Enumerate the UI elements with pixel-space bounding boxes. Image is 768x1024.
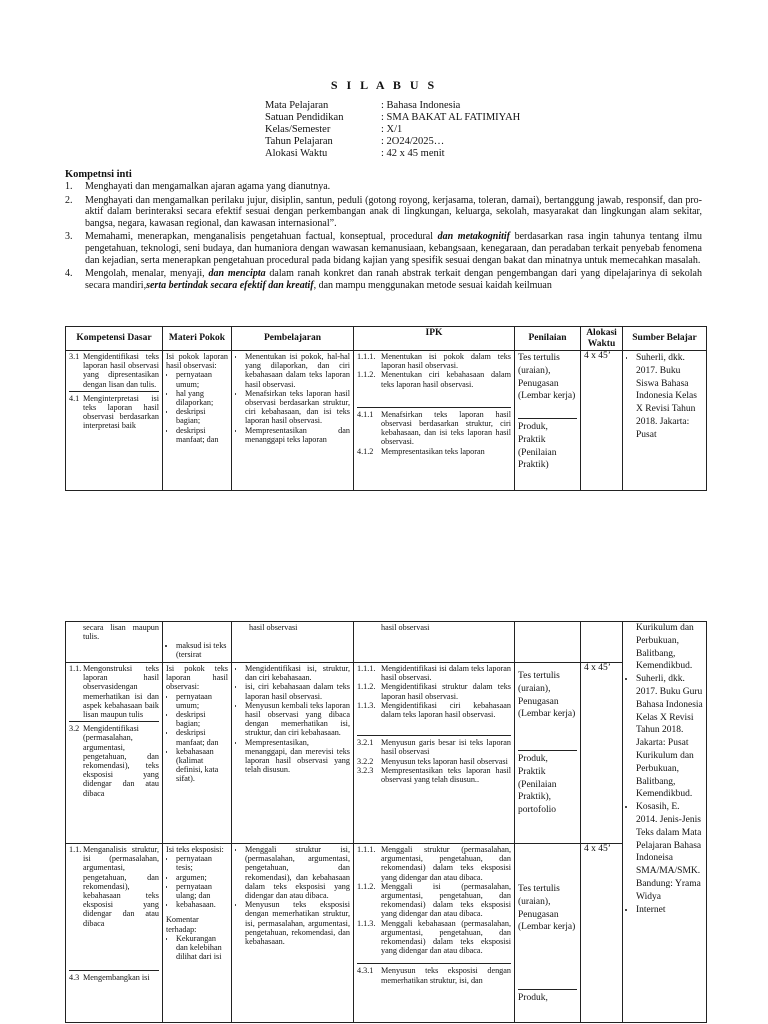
ki-emphasis: serta bertindak secara efektif dan kreatif (146, 279, 314, 291)
ipk-item (357, 757, 511, 766)
info-row (265, 136, 520, 148)
header-kompetensi-dasar: Kompetensi Dasar (66, 327, 163, 351)
header-penilaian: Penilaian (515, 327, 581, 351)
info-block (265, 100, 520, 160)
ipk-text: Menyusun garis besar isi teks laporan hasil observasi (381, 738, 511, 757)
info-value: : 2O24/2025… (381, 136, 445, 147)
kd-text: Mengembangkan isi (83, 972, 150, 982)
info-value: : SMA BAKAT AL FATIMIYAH (381, 112, 521, 123)
ipk-item (357, 738, 511, 756)
ipk-text: Menggali struktur (permasalahan, argumentasi, pengetahuan, dan rekomendasi) dalam teks eksposisi yang didengar dan atau dibaca. (381, 845, 511, 882)
materi-item: • maksud isi teks (tersirat (176, 641, 228, 659)
cell-penilaian (515, 844, 581, 1023)
ipk-number: 1.1.1. (357, 845, 376, 854)
penilaian-text: Produk, Praktik (Penilaian Praktik) (518, 422, 557, 471)
cell-alokasi-waktu: 4 x 45’ (581, 844, 623, 1023)
ki-number: 3. (65, 231, 73, 243)
ipk-text: Menafsirkan teks laporan hasil observasi berdasarkan struktur, ciri kebahasaan, dan isi teks laporan hasil observasi. (381, 409, 511, 447)
ipk-item (357, 410, 511, 447)
sumber-item: • Internet (636, 904, 703, 917)
row-divider (357, 407, 511, 408)
ipk-item (357, 352, 511, 370)
pembelajaran-item: • Menafsirkan teks laporan hasil observasi berdasarkan struktur, ciri kebahasaan, dan isi teks laporan hasil observasi. (245, 389, 350, 426)
row-divider (518, 989, 577, 990)
materi-list (166, 692, 228, 784)
row-divider (69, 970, 159, 971)
cell-alokasi-waktu: 4 x 45’ (581, 663, 623, 844)
kd-item (69, 724, 159, 798)
cell-pembelajaran (232, 663, 354, 844)
info-value: : Bahasa Indonesia (381, 100, 461, 111)
kd-item (69, 845, 159, 928)
pembelajaran-item: • Mempresentasikan, menanggapi, dan merevisi teks laporan hasil observasi yang telah disusun. (245, 738, 350, 775)
sumber-item: • Kosasih, E. 2014. Jenis-Jenis Teks dalam Mata Pelajaran Bahasa Indoneisa SMA/MA/SMK. Bandung: Yrama Widya (636, 801, 703, 903)
header-materi-pokok: Materi Pokok (163, 327, 232, 351)
ipk-text: Mengidentifikasi struktur dalam teks laporan hasil observasi. (381, 682, 511, 701)
materi-intro: Isi pokok teks laporan hasil observasi: (166, 664, 228, 692)
materi-item: • pernyataan tesis; (176, 854, 228, 872)
info-label: Satuan Pendidikan (265, 112, 344, 123)
ipk-number: 1.1.3. (357, 918, 376, 928)
info-value: : 42 x 45 menit (381, 148, 445, 159)
ki-emphasis: dan mencipta (208, 268, 266, 280)
materi-item: • Kekurangan dan kelebihan dilihat dari isi (176, 934, 228, 962)
materi-item: • pernyataan umum; (176, 370, 228, 388)
table-row (66, 622, 707, 663)
cell-penilaian (515, 622, 581, 663)
row-divider (69, 721, 159, 722)
ki-text: Menghayati dan mengamalkan perilaku jujur, disiplin, santun, peduli (gotong royong, kerjasama, toleran, damai), bertanggung jawab, responsif, dan pro-aktif dalam berinteraksi secara efektif sesuai dengan perkembangan anak di lingkungan, keluarga, sekolah, masyarakat dan lingkungan alam sekitar, bangsa, negara, kawasan regional, dan kawasan internasional”. (85, 194, 702, 229)
info-label: Tahun Pelajaran (265, 136, 333, 147)
info-row (265, 148, 520, 160)
pembelajaran-item: • Menentukan isi pokok, hal-hal yang dilaporkan, dan ciri kebahasaan dalam teks laporan hasil observasi. (245, 352, 350, 389)
ki-text-part: Memahami, menerapkan, menganalisis pengetahuan factual, konseptual, procedural (85, 231, 438, 243)
cell-ipk (354, 663, 515, 844)
ki-text-part: , dan mampu menggunakan metode sesuai kaidah keilmuan (313, 279, 552, 291)
ki-text-part: berdasarkan rasa ingin tahunya tentang ilmu pengetahuan, teknologi, seni budaya, dan humaniora dengan wawasan kemanusiaan, kebangsaan, kenegaraan, dan peradaban terkait penyebab fenomena dan kejadian, serta menerapkan pengetahuan procedural pada bidang kajian yang spesifik sesuai dengan bakat dan minatnya untuk memecahkan masalah. (85, 231, 702, 266)
ipk-text: Menyusun teks laporan hasil observasi (381, 756, 508, 766)
materi-item: • deskripsi manfaat; dan (176, 728, 228, 746)
row-divider (518, 750, 577, 751)
info-label: Alokasi Waktu (265, 148, 328, 159)
pembelajaran-item: • Mempresentasikan dan menanggapi teks laporan (245, 426, 350, 444)
ki-text-part: Mengolah, menalar, menyaji, (85, 268, 209, 280)
kd-text: Mengidentifikasi teks laporan hasil observasi yang dipresentasikan dengan lisan dan tulis. (83, 352, 159, 389)
pembelajaran-item: • Menyusun teks eksposisi dengan memerhatikan struktur, isi, permasalahan, argumentasi, pengetahuan, rekomendasi, dan kebahasaan. (245, 900, 350, 946)
ipk-item (357, 966, 511, 984)
cell-sumber-belajar (623, 351, 707, 491)
ipk-number: 3.2.1 (357, 738, 374, 748)
kd-text: Mengonstruksi teks laporan hasil observasidengan memerhatikan isi dan aspek kebahasaan baik lisan maupun tulis (83, 664, 159, 720)
ipk-item (357, 682, 511, 700)
cell-alokasi-waktu: 4 x 45’ (581, 351, 623, 491)
cell-ipk (354, 622, 515, 663)
table-header-row (66, 327, 707, 351)
ki-emphasis: dan metakognitif (437, 231, 511, 243)
ipk-number: 1.1.3. (357, 700, 376, 710)
ki-number: 1. (65, 181, 73, 192)
ipk-number: 4.1.1 (357, 409, 374, 419)
cell-pembelajaran (232, 351, 354, 491)
kd-number: 3.2 (69, 724, 80, 734)
cell-kompetensi-dasar (66, 351, 163, 491)
cell-ipk (354, 351, 515, 491)
pembelajaran-list (235, 664, 350, 774)
kd-item (69, 394, 159, 431)
ipk-text: Menentukan ciri kebahasaan dalam teks laporan hasil observasi. (381, 370, 511, 389)
kd-number: 1.1. (69, 664, 82, 673)
kd-text: Mengidentifikasi (permasalahan, argumentasi, pengetahuan, dan rekomendasi), teks eksposisi yang didengar dan atau dibaca (83, 724, 159, 798)
kd-text: Menganalisis struktur, isi (permasalahan, argumentasi, pengetahuan, dan rekomendasi), kebahasaan teks eksposisi yang didengar dan atau dibaca (83, 845, 159, 928)
table-row (66, 351, 707, 491)
pembelajaran-item: • Mengidentifikasi isi, struktur, dan ciri kebahasaan. (245, 664, 350, 682)
materi-intro: Isi pokok laporan hasil observasi: (166, 352, 228, 371)
ki-item (65, 195, 702, 230)
header-pembelajaran: Pembelajaran (232, 327, 354, 351)
ki-number: 4. (65, 268, 73, 280)
pembelajaran-item: • isi, ciri kebahasaan dalam teks laporan hasil observasi. (245, 682, 350, 700)
cell-materi-pokok (163, 351, 232, 491)
ipk-number: 3.2.3 (357, 765, 374, 775)
materi-list (166, 370, 228, 444)
cell-materi-pokok (163, 844, 232, 1023)
row-divider (357, 735, 511, 736)
materi-item: • pernyataan ulang; dan (176, 882, 228, 900)
row-divider (69, 391, 159, 392)
kd-item (69, 664, 159, 719)
ipk-text: Mempresentasikan teks laporan hasil observasi yang telah disusun.. (381, 765, 511, 785)
ki-text (85, 231, 702, 266)
document-title: S I L A B U S (330, 78, 438, 92)
header-ipk: IPK (354, 327, 515, 351)
syllabus-table-2 (65, 621, 707, 1023)
cell-ipk (354, 844, 515, 1023)
kd-number: 3.1 (69, 352, 80, 361)
kd-number: 4.3 (69, 972, 80, 982)
penilaian-text: Produk, (518, 993, 548, 1003)
header-sumber-belajar: Sumber Belajar (623, 327, 707, 351)
kd-item (69, 352, 159, 389)
table-row (66, 663, 707, 844)
ipk-number: 4.1.2 (357, 446, 374, 456)
sumber-item: • Suherli, dkk. 2017. Buku Siswa Bahasa Indonesia Kelas X Revisi Tahun 2018. Jakarta: Pusat (636, 352, 703, 442)
cell-alokasi-waktu (581, 622, 623, 663)
penilaian-text: Tes tertulis (uraian), Penugasan (Lembar kerja) (518, 353, 576, 402)
ipk-item (357, 919, 511, 956)
sumber-list (626, 673, 703, 916)
sumber-list (626, 352, 703, 442)
ipk-text: Mengidentifikasi ciri kebahasaan dalam teks laporan hasil observasi. (381, 700, 511, 720)
ipk-item (357, 664, 511, 682)
ki-text-part: dalam ranah konkret dan ranah abstrak terkait dengan pengembangan dari yang dipelajarinya di sekolah secara mandiri, (85, 268, 702, 291)
table-row (66, 844, 707, 1023)
ipk-number: 1.1.1. (357, 664, 376, 673)
materi-item: • deskripsi manfaat; dan (176, 426, 228, 444)
cell-pembelajaran (232, 622, 354, 663)
ipk-number: 1.1.2. (357, 682, 376, 692)
cell-kompetensi-dasar (66, 663, 163, 844)
ipk-text: Menyusun teks eksposisi dengan memerhatikan struktur, isi, dan (381, 966, 511, 985)
cell-materi-pokok (163, 663, 232, 844)
info-row (265, 124, 520, 136)
materi-komentar-list (166, 934, 228, 962)
ipk-item (357, 845, 511, 882)
kd-text: Menginterpretasi isi teks laporan hasil observasi berdasarkan interpretasi baik (83, 393, 159, 431)
ipk-text: Menggali isi (permasalahan, argumentasi, pengetahuan, dan rekomendasi) dalam teks eksposisi yang didengar dan atau dibaca. (381, 881, 511, 919)
cell-sumber-belajar (623, 622, 707, 1023)
ki-text (85, 268, 702, 291)
penilaian-text: Produk, Praktik (Penilaian Praktik), portofolio (518, 754, 557, 816)
ki-item (65, 268, 702, 291)
header-alokasi-waktu: Alokasi Waktu (581, 327, 623, 351)
ipk-item (357, 370, 511, 388)
ipk-number: 4.3.1 (357, 966, 374, 976)
ipk-number: 1.1.1. (357, 352, 376, 361)
ipk-item (357, 447, 511, 456)
pembelajaran-item: • Menyusun kembali teks laporan hasil observasi yang dibaca dengan memerhatikan isi, struktur, dan ciri kebahasaan. (245, 701, 350, 738)
ki-item (65, 231, 702, 266)
cell-kompetensi-dasar (66, 844, 163, 1023)
penilaian-text: Tes tertulis (uraian), Penugasan (Lembar kerja) (518, 884, 576, 933)
ipk-text: hasil observasi (381, 623, 430, 632)
pembelajaran-list (235, 845, 350, 946)
syllabus-table-1 (65, 326, 707, 491)
sumber-item: • Suherli, dkk. 2017. Buku Guru Bahasa Indonesia Kelas X Revisi Tahun 2018. Jakarta: Pusat Kurikulum dan Perbukuan, Balitbang, Kemendikbud. (636, 673, 703, 801)
info-row (265, 112, 520, 124)
penilaian-text: Tes tertulis (uraian), Penugasan (Lembar kerja) (518, 671, 576, 720)
materi-intro: Isi teks eksposisi: (166, 845, 224, 854)
ki-list (65, 181, 702, 293)
ipk-item (357, 882, 511, 919)
kd-number: 4.1 (69, 393, 80, 403)
info-label: Mata Pelajaran (265, 100, 329, 111)
info-label: Kelas/Semester (265, 124, 331, 135)
materi-item: • deskripsi bagian; (176, 710, 228, 728)
materi-item: • argumen; (176, 873, 228, 882)
ki-item (65, 181, 702, 193)
ipk-text: Menentukan isi pokok dalam teks laporan hasil observasi. (381, 352, 511, 371)
info-row (265, 100, 520, 112)
materi-item: • hal yang dilaporkan; (176, 389, 228, 407)
pembelajaran-text: hasil observasi (249, 623, 298, 632)
ipk-text: Menggali kebahasaan (permasalahan, argumentasi, pengetahuan, dan rekomendasi) dalam teks eksposisi yang didengar dan atau dibaca. (381, 918, 511, 956)
ki-text: Menghayati dan mengamalkan ajaran agama yang dianutnya. (85, 181, 331, 192)
cell-pembelajaran (232, 844, 354, 1023)
pembelajaran-item: • Menggali struktur isi, (permasalahan, argumentasi, pengetahuan, dan rekomendasi), dan kebahasaan dalam teks eksposisi yang didengar dan atau dibaca. (245, 845, 350, 900)
materi-item: • kebahasaan (kalimat definisi, kata sifat). (176, 747, 228, 784)
ki-number: 2. (65, 194, 73, 206)
row-divider (357, 963, 511, 964)
kd-number: 1.1. (69, 845, 82, 854)
row-divider (518, 418, 577, 419)
materi-item: • kebahasaan. (176, 900, 228, 909)
pembelajaran-list (235, 352, 350, 444)
ki-heading: Kompetnsi inti (65, 169, 132, 180)
sumber-continued: Kurikulum dan Perbukuan, Balitbang, Kemendikbud. (636, 623, 694, 672)
cell-penilaian (515, 663, 581, 844)
cell-penilaian (515, 351, 581, 491)
materi-list (166, 854, 228, 909)
materi-list (166, 641, 228, 659)
cell-materi-pokok (163, 622, 232, 663)
ipk-text: Mengidentifikasi isi dalam teks laporan hasil observasi. (381, 664, 511, 683)
materi-item: • pernyataan umum; (176, 692, 228, 710)
kd-text: secara lisan maupun tulis. (83, 623, 159, 642)
cell-kompetensi-dasar (66, 622, 163, 663)
materi-item: • deskripsi bagian; (176, 407, 228, 425)
ipk-number: 1.1.2. (357, 881, 376, 891)
materi-komentar: Komentar terhadap: (166, 915, 199, 934)
ipk-item (357, 701, 511, 719)
ipk-number: 3.2.2 (357, 756, 374, 766)
ipk-item (357, 766, 511, 784)
info-value: : X/1 (381, 124, 403, 135)
ipk-text: Mempresentasikan teks laporan (381, 446, 485, 456)
ipk-number: 1.1.2. (357, 370, 376, 380)
kd-item (69, 973, 159, 982)
